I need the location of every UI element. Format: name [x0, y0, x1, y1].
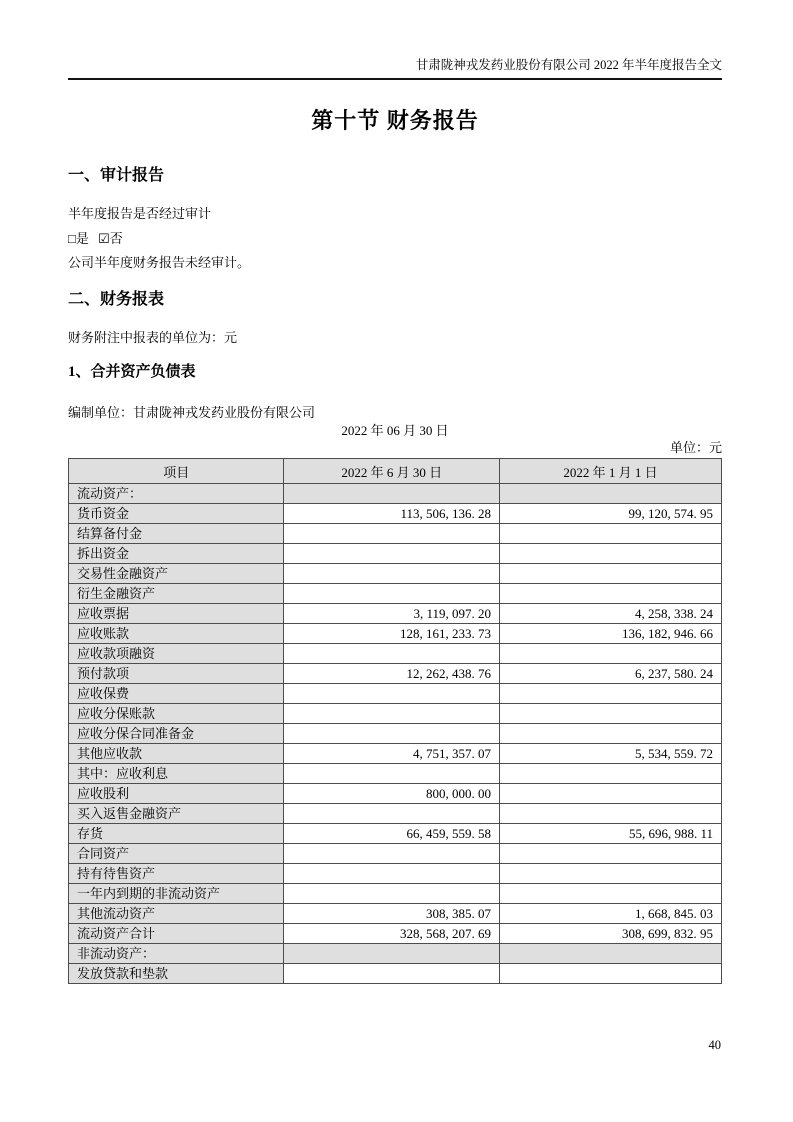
value-beginning-period	[499, 784, 721, 804]
value-current-period	[284, 864, 499, 884]
table-row	[69, 664, 722, 684]
row-label: 其他应收款	[69, 744, 284, 764]
column-header-item: 项目	[69, 459, 284, 484]
row-label: 货币资金	[69, 504, 284, 524]
balance-sheet-body	[69, 484, 722, 984]
column-header-current-period: 2022 年 6 月 30 日	[284, 459, 499, 484]
table-row	[69, 704, 722, 724]
value-beginning-period	[499, 964, 721, 984]
value-current-period	[284, 844, 499, 864]
audit-statement: 公司半年度财务报告未经审计。	[68, 255, 251, 270]
row-label: 应收分保合同准备金	[69, 724, 284, 744]
row-label: 发放贷款和垫款	[69, 964, 284, 984]
row-label: 其中：应收利息	[69, 764, 284, 784]
value-current-period	[284, 544, 499, 564]
value-beginning-period	[499, 864, 721, 884]
value-current-period	[284, 584, 499, 604]
value-beginning-period	[499, 684, 721, 704]
table-row	[69, 604, 722, 624]
row-label: 应收股利	[69, 784, 284, 804]
value-current-period	[284, 484, 499, 504]
value-beginning-period: 4, 258, 338. 24	[499, 604, 721, 624]
section-heading-audit: 一、审计报告	[68, 167, 165, 184]
value-beginning-period: 55, 696, 988. 11	[499, 824, 721, 844]
table-row	[69, 524, 722, 544]
value-beginning-period	[499, 844, 721, 864]
row-label: 流动资产：	[69, 484, 284, 504]
value-current-period: 308, 385. 07	[284, 904, 499, 924]
row-label: 拆出资金	[69, 544, 284, 564]
prepared-by: 编制单位：甘肃陇神戎发药业股份有限公司	[68, 405, 316, 420]
value-beginning-period	[499, 644, 721, 664]
table-row	[69, 764, 722, 784]
value-current-period	[284, 564, 499, 584]
table-row	[69, 624, 722, 644]
value-current-period: 3, 119, 097. 20	[284, 604, 499, 624]
section-heading-statements: 二、财务报表	[68, 291, 165, 308]
table-row	[69, 844, 722, 864]
row-label: 持有待售资产	[69, 864, 284, 884]
row-label: 应收账款	[69, 624, 284, 644]
table-row	[69, 684, 722, 704]
table-row	[69, 544, 722, 564]
table-row	[69, 564, 722, 584]
checkbox-no: ☑否	[98, 231, 123, 246]
value-beginning-period	[499, 544, 721, 564]
value-current-period	[284, 524, 499, 544]
column-header-beginning-period: 2022 年 1 月 1 日	[499, 459, 721, 484]
value-beginning-period: 6, 237, 580. 24	[499, 664, 721, 684]
value-current-period	[284, 944, 499, 964]
row-label: 其他流动资产	[69, 904, 284, 924]
row-label: 流动资产合计	[69, 924, 284, 944]
value-current-period: 12, 262, 438. 76	[284, 664, 499, 684]
table-row	[69, 884, 722, 904]
table-row	[69, 944, 722, 964]
value-beginning-period: 308, 699, 832. 95	[499, 924, 721, 944]
table-row	[69, 724, 722, 744]
unit-note: 财务附注中报表的单位为：元	[68, 330, 238, 345]
table-header-row	[69, 459, 722, 484]
value-beginning-period	[499, 944, 721, 964]
checkbox-yes: □是	[68, 231, 89, 246]
row-label: 应收分保账款	[69, 704, 284, 724]
value-beginning-period	[499, 524, 721, 544]
value-current-period	[284, 764, 499, 784]
table-row	[69, 644, 722, 664]
page-number: 40	[708, 1038, 721, 1052]
value-current-period	[284, 804, 499, 824]
table-row	[69, 964, 722, 984]
row-label: 买入返售金融资产	[69, 804, 284, 824]
value-current-period	[284, 684, 499, 704]
value-beginning-period	[499, 724, 721, 744]
table-row	[69, 924, 722, 944]
value-current-period	[284, 704, 499, 724]
table-row	[69, 824, 722, 844]
value-beginning-period: 136, 182, 946. 66	[499, 624, 721, 644]
table-row	[69, 484, 722, 504]
value-beginning-period	[499, 764, 721, 784]
table-row	[69, 804, 722, 824]
row-label: 交易性金融资产	[69, 564, 284, 584]
value-beginning-period: 5, 534, 559. 72	[499, 744, 721, 764]
value-current-period	[284, 884, 499, 904]
page-title: 第十节 财务报告	[311, 108, 479, 133]
value-beginning-period	[499, 584, 721, 604]
value-current-period: 66, 459, 559. 58	[284, 824, 499, 844]
table-row	[69, 864, 722, 884]
value-beginning-period	[499, 804, 721, 824]
row-label: 一年内到期的非流动资产	[69, 884, 284, 904]
value-current-period: 113, 506, 136. 28	[284, 504, 499, 524]
row-label: 存货	[69, 824, 284, 844]
value-beginning-period: 99, 120, 574. 95	[499, 504, 721, 524]
value-beginning-period	[499, 484, 721, 504]
table-row	[69, 784, 722, 804]
balance-sheet-table	[68, 458, 722, 984]
value-current-period: 800, 000. 00	[284, 784, 499, 804]
value-beginning-period	[499, 564, 721, 584]
row-label: 预付款项	[69, 664, 284, 684]
document-header	[68, 0, 722, 80]
row-label: 应收票据	[69, 604, 284, 624]
table-row	[69, 504, 722, 524]
unit-label: 单位：元	[669, 440, 722, 455]
row-label: 合同资产	[69, 844, 284, 864]
value-current-period	[284, 644, 499, 664]
value-current-period: 128, 161, 233. 73	[284, 624, 499, 644]
report-date: 2022 年 06 月 30 日	[341, 423, 449, 438]
document-header-text: 甘肃陇神戎发药业股份有限公司 2022 年半年度报告全文	[415, 58, 722, 72]
row-label: 结算备付金	[69, 524, 284, 544]
audit-question: 半年度报告是否经过审计	[68, 206, 212, 221]
value-current-period: 328, 568, 207. 69	[284, 924, 499, 944]
table-row	[69, 584, 722, 604]
row-label: 应收保费	[69, 684, 284, 704]
subheading-balance-sheet: 1、合并资产负债表	[68, 364, 196, 380]
value-beginning-period	[499, 884, 721, 904]
value-current-period	[284, 724, 499, 744]
row-label: 应收款项融资	[69, 644, 284, 664]
balance-sheet-head	[69, 459, 722, 484]
table-row	[69, 744, 722, 764]
row-label: 非流动资产：	[69, 944, 284, 964]
table-row	[69, 904, 722, 924]
value-beginning-period	[499, 704, 721, 724]
value-beginning-period: 1, 668, 845. 03	[499, 904, 721, 924]
value-current-period	[284, 964, 499, 984]
value-current-period: 4, 751, 357. 07	[284, 744, 499, 764]
audit-options	[68, 231, 722, 246]
row-label: 衍生金融资产	[69, 584, 284, 604]
